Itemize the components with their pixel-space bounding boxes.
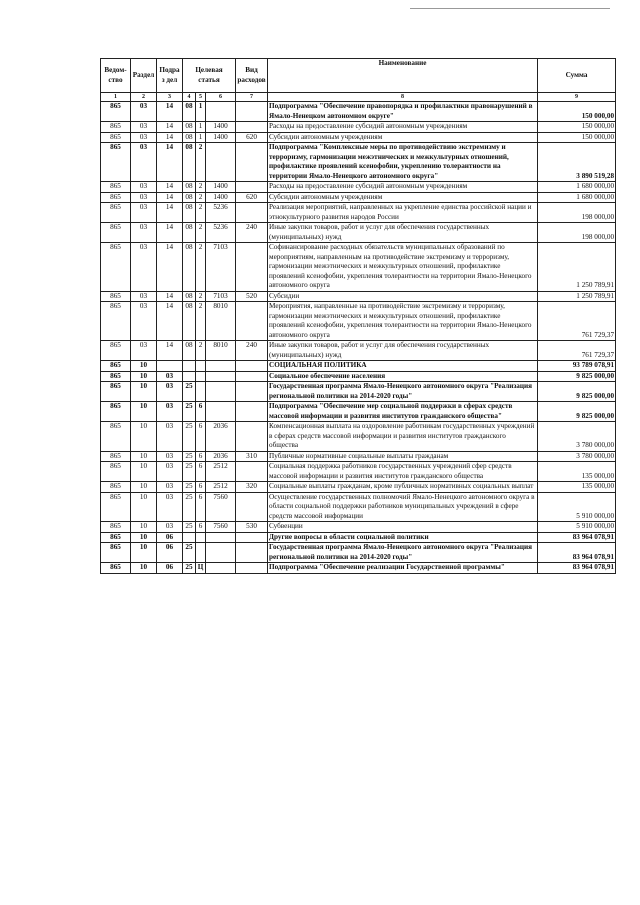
program-cell: 25 bbox=[183, 492, 196, 522]
sum-cell: 1 250 789,91 bbox=[538, 291, 616, 302]
sum-cell: 135 000,00 bbox=[538, 482, 616, 493]
table-row bbox=[101, 382, 616, 402]
table-row bbox=[101, 563, 616, 574]
subsection-cell: 03 bbox=[157, 382, 183, 402]
section-cell: 03 bbox=[131, 182, 157, 193]
subsection-cell: 06 bbox=[157, 532, 183, 543]
program-cell: 08 bbox=[183, 192, 196, 203]
article-cell: 2036 bbox=[206, 422, 236, 452]
subsection-cell: 14 bbox=[157, 302, 183, 341]
column-index-3: 3 bbox=[157, 93, 183, 102]
sum-cell: 3 890 519,28 bbox=[538, 143, 616, 182]
article-cell bbox=[206, 102, 236, 122]
section-cell: 03 bbox=[131, 302, 157, 341]
section-cell: 10 bbox=[131, 402, 157, 422]
article-cell: 1400 bbox=[206, 192, 236, 203]
dept-cell: 865 bbox=[101, 563, 131, 574]
sum-cell: 5 910 000,00 bbox=[538, 522, 616, 533]
exp-type-cell bbox=[236, 382, 268, 402]
dept-cell: 865 bbox=[101, 492, 131, 522]
section-cell: 10 bbox=[131, 532, 157, 543]
subprogram-cell bbox=[196, 382, 206, 402]
header-exp-type: Вид расходов bbox=[236, 59, 268, 93]
table-row bbox=[101, 192, 616, 203]
column-index-6: 6 bbox=[206, 93, 236, 102]
name-cell: Субвенции bbox=[268, 522, 538, 533]
name-cell: Расходы на предоставление субсидий автономным учреждениям bbox=[268, 122, 538, 133]
table-row bbox=[101, 132, 616, 143]
name-cell: Государственная программа Ямало-Ненецкого автономного округа "Реализация региональной политики на 2014-2020 годы" bbox=[268, 382, 538, 402]
dept-cell: 865 bbox=[101, 192, 131, 203]
subsection-cell: 03 bbox=[157, 371, 183, 382]
section-cell: 10 bbox=[131, 462, 157, 482]
exp-type-cell bbox=[236, 203, 268, 223]
program-cell: 08 bbox=[183, 223, 196, 243]
article-cell: 5236 bbox=[206, 203, 236, 223]
subprogram-cell: Ц bbox=[196, 563, 206, 574]
subprogram-cell: 1 bbox=[196, 102, 206, 122]
subsection-cell: 14 bbox=[157, 223, 183, 243]
exp-type-cell bbox=[236, 182, 268, 193]
sum-cell: 9 825 000,00 bbox=[538, 371, 616, 382]
subprogram-cell: 6 bbox=[196, 482, 206, 493]
dept-cell: 865 bbox=[101, 132, 131, 143]
dept-cell: 865 bbox=[101, 422, 131, 452]
column-index-5: 5 bbox=[196, 93, 206, 102]
section-cell: 03 bbox=[131, 223, 157, 243]
article-cell: 7103 bbox=[206, 243, 236, 292]
name-cell: Осуществление государственных полномочий Ямало-Ненецкого автономного округа в области социальной поддержки работников муниципальных учреждений в сфере средств массовой информации bbox=[268, 492, 538, 522]
dept-cell: 865 bbox=[101, 482, 131, 493]
name-cell: Публичные нормативные социальные выплаты гражданам bbox=[268, 451, 538, 462]
subsection-cell: 03 bbox=[157, 482, 183, 493]
table-row bbox=[101, 243, 616, 292]
subprogram-cell: 6 bbox=[196, 402, 206, 422]
section-cell: 10 bbox=[131, 361, 157, 372]
subprogram-cell: 2 bbox=[196, 302, 206, 341]
dept-cell: 865 bbox=[101, 361, 131, 372]
subprogram-cell: 2 bbox=[196, 223, 206, 243]
article-cell: 1400 bbox=[206, 132, 236, 143]
program-cell bbox=[183, 371, 196, 382]
article-cell: 5236 bbox=[206, 223, 236, 243]
sum-cell: 1 680 000,00 bbox=[538, 192, 616, 203]
subprogram-cell: 1 bbox=[196, 132, 206, 143]
name-cell: Государственная программа Ямало-Ненецкого автономного округа "Реализация региональной политики на 2014-2020 годы" bbox=[268, 543, 538, 563]
subsection-cell: 03 bbox=[157, 451, 183, 462]
article-cell bbox=[206, 402, 236, 422]
table-row bbox=[101, 102, 616, 122]
section-cell: 03 bbox=[131, 203, 157, 223]
budget-table bbox=[100, 58, 616, 574]
program-cell: 08 bbox=[183, 203, 196, 223]
name-cell: Другие вопросы в области социальной политики bbox=[268, 532, 538, 543]
section-cell: 03 bbox=[131, 341, 157, 361]
subsection-cell: 06 bbox=[157, 563, 183, 574]
name-cell: Иные закупки товаров, работ и услуг для обеспечения государственных (муниципальных) нужд bbox=[268, 341, 538, 361]
sum-cell: 9 825 000,00 bbox=[538, 382, 616, 402]
sum-cell: 1 680 000,00 bbox=[538, 182, 616, 193]
table-row bbox=[101, 302, 616, 341]
name-cell: СОЦИАЛЬНАЯ ПОЛИТИКА bbox=[268, 361, 538, 372]
table-body bbox=[101, 102, 616, 574]
exp-type-cell bbox=[236, 122, 268, 133]
table-row bbox=[101, 223, 616, 243]
subprogram-cell: 6 bbox=[196, 422, 206, 452]
table-row bbox=[101, 451, 616, 462]
program-cell: 08 bbox=[183, 182, 196, 193]
program-cell: 08 bbox=[183, 243, 196, 292]
table-row bbox=[101, 182, 616, 193]
article-cell bbox=[206, 532, 236, 543]
subprogram-cell: 2 bbox=[196, 182, 206, 193]
sum-cell: 83 964 078,91 bbox=[538, 563, 616, 574]
exp-type-cell: 620 bbox=[236, 192, 268, 203]
subprogram-cell bbox=[196, 532, 206, 543]
dept-cell: 865 bbox=[101, 291, 131, 302]
article-cell: 1400 bbox=[206, 182, 236, 193]
program-cell: 25 bbox=[183, 522, 196, 533]
column-index-4: 4 bbox=[183, 93, 196, 102]
subsection-cell: 06 bbox=[157, 543, 183, 563]
name-cell: Расходы на предоставление субсидий автономным учреждениям bbox=[268, 182, 538, 193]
sum-cell: 83 964 078,91 bbox=[538, 532, 616, 543]
subsection-cell: 14 bbox=[157, 192, 183, 203]
subprogram-cell: 2 bbox=[196, 341, 206, 361]
name-cell: Подпрограмма "Обеспечение мер социальной поддержки в сферах средств массовой информации и развития институтов гражданского общества" bbox=[268, 402, 538, 422]
sum-cell: 1 250 789,91 bbox=[538, 243, 616, 292]
exp-type-cell bbox=[236, 532, 268, 543]
article-cell: 8010 bbox=[206, 341, 236, 361]
subprogram-cell: 6 bbox=[196, 462, 206, 482]
section-cell: 10 bbox=[131, 451, 157, 462]
table-row bbox=[101, 543, 616, 563]
dept-cell: 865 bbox=[101, 182, 131, 193]
table-row bbox=[101, 291, 616, 302]
article-cell: 2512 bbox=[206, 462, 236, 482]
article-cell bbox=[206, 371, 236, 382]
header-name: Наименование bbox=[268, 59, 538, 93]
column-index-row bbox=[101, 93, 616, 102]
subsection-cell: 03 bbox=[157, 522, 183, 533]
exp-type-cell bbox=[236, 402, 268, 422]
subsection-cell: 14 bbox=[157, 243, 183, 292]
dept-cell: 865 bbox=[101, 402, 131, 422]
section-cell: 03 bbox=[131, 132, 157, 143]
name-cell: Компенсационная выплата на оздоровление работникам государственных учреждений в сферах средств массовой информации и развития институтов гражданского общества bbox=[268, 422, 538, 452]
sum-cell: 9 825 000,00 bbox=[538, 402, 616, 422]
article-cell bbox=[206, 382, 236, 402]
section-cell: 10 bbox=[131, 382, 157, 402]
name-cell: Субсидии автономным учреждениям bbox=[268, 192, 538, 203]
program-cell: 25 bbox=[183, 402, 196, 422]
name-cell: Социальная поддержка работников государственных учреждений сфер средств массовой информации и развития институтов гражданского общества bbox=[268, 462, 538, 482]
name-cell: Мероприятия, направленные на противодействие экстремизму и терроризму, гармонизации межэтнических и межкультурных отношений, профилактике проявлений ксенофобии, укрепления толерантности на территории Ямало-Ненецкого автономного округа bbox=[268, 302, 538, 341]
program-cell: 25 bbox=[183, 382, 196, 402]
name-cell: Социальные выплаты гражданам, кроме публичных нормативных социальных выплат bbox=[268, 482, 538, 493]
name-cell: Подпрограмма "Комплексные меры по противодействию экстремизму и терроризму, гармонизации межэтнических и межкультурных отношений, профилактике проявлений ксенофобии, укреплению толерантности на территории Ямало-Ненецкого автономного округа" bbox=[268, 143, 538, 182]
exp-type-cell bbox=[236, 543, 268, 563]
sum-cell: 3 780 000,00 bbox=[538, 422, 616, 452]
table-row bbox=[101, 143, 616, 182]
column-index-9: 9 bbox=[538, 93, 616, 102]
sum-cell: 93 789 078,91 bbox=[538, 361, 616, 372]
subprogram-cell: 2 bbox=[196, 192, 206, 203]
subsection-cell: 03 bbox=[157, 492, 183, 522]
program-cell: 08 bbox=[183, 132, 196, 143]
dept-cell: 865 bbox=[101, 451, 131, 462]
budget-table-sheet bbox=[100, 58, 615, 574]
sum-cell: 3 780 000,00 bbox=[538, 451, 616, 462]
article-cell bbox=[206, 563, 236, 574]
program-cell: 08 bbox=[183, 302, 196, 341]
exp-type-cell: 240 bbox=[236, 341, 268, 361]
sum-cell: 150 000,00 bbox=[538, 102, 616, 122]
subprogram-cell bbox=[196, 361, 206, 372]
dept-cell: 865 bbox=[101, 532, 131, 543]
subprogram-cell: 2 bbox=[196, 243, 206, 292]
subprogram-cell bbox=[196, 543, 206, 563]
sum-cell: 761 729,37 bbox=[538, 341, 616, 361]
section-cell: 10 bbox=[131, 422, 157, 452]
name-cell: Софинансирование расходных обязательств муниципальных образований по мероприятиям, направленным на противодействие экстремизму и терроризму, гармонизации межэтнических и межкультурных отношений, профилактике проявлений ксенофобии, укрепления толерантности на территории Ямало-Ненецкого автономного округа bbox=[268, 243, 538, 292]
exp-type-cell bbox=[236, 422, 268, 452]
section-cell: 03 bbox=[131, 122, 157, 133]
subprogram-cell bbox=[196, 371, 206, 382]
table-row bbox=[101, 532, 616, 543]
table-row bbox=[101, 203, 616, 223]
subsection-cell bbox=[157, 361, 183, 372]
header-dept: Ведом-ство bbox=[101, 59, 131, 93]
subprogram-cell: 2 bbox=[196, 203, 206, 223]
program-cell: 08 bbox=[183, 341, 196, 361]
header-target: Целевая статья bbox=[183, 59, 236, 93]
name-cell: Реализация мероприятий, направленных на укрепление единства российской нации и этнокультурного развития народов России bbox=[268, 203, 538, 223]
subsection-cell: 14 bbox=[157, 102, 183, 122]
table-row bbox=[101, 371, 616, 382]
table-row bbox=[101, 462, 616, 482]
name-cell: Подпрограмма "Обеспечение реализации Государственной программы" bbox=[268, 563, 538, 574]
sum-cell: 198 000,00 bbox=[538, 223, 616, 243]
sum-cell: 5 910 000,00 bbox=[538, 492, 616, 522]
exp-type-cell bbox=[236, 563, 268, 574]
subsection-cell: 14 bbox=[157, 291, 183, 302]
name-cell: Подпрограмма "Обеспечение правопорядка и профилактики правонарушений в Ямало-Ненецком автономном округе" bbox=[268, 102, 538, 122]
article-cell: 7560 bbox=[206, 522, 236, 533]
program-cell: 08 bbox=[183, 291, 196, 302]
sum-cell: 83 964 078,91 bbox=[538, 543, 616, 563]
section-cell: 10 bbox=[131, 563, 157, 574]
table-row bbox=[101, 522, 616, 533]
subsection-cell: 03 bbox=[157, 402, 183, 422]
exp-type-cell: 240 bbox=[236, 223, 268, 243]
dept-cell: 865 bbox=[101, 143, 131, 182]
table-row bbox=[101, 482, 616, 493]
section-cell: 03 bbox=[131, 192, 157, 203]
sum-cell: 150 000,00 bbox=[538, 122, 616, 133]
subsection-cell: 14 bbox=[157, 122, 183, 133]
dept-cell: 865 bbox=[101, 382, 131, 402]
program-cell: 08 bbox=[183, 102, 196, 122]
article-cell bbox=[206, 143, 236, 182]
header-section: Раздел bbox=[131, 59, 157, 93]
table-row bbox=[101, 341, 616, 361]
exp-type-cell bbox=[236, 462, 268, 482]
table-row bbox=[101, 361, 616, 372]
table-row bbox=[101, 422, 616, 452]
article-cell bbox=[206, 543, 236, 563]
section-cell: 03 bbox=[131, 243, 157, 292]
section-cell: 03 bbox=[131, 143, 157, 182]
exp-type-cell bbox=[236, 243, 268, 292]
subprogram-cell: 6 bbox=[196, 522, 206, 533]
subsection-cell: 14 bbox=[157, 182, 183, 193]
dept-cell: 865 bbox=[101, 543, 131, 563]
dept-cell: 865 bbox=[101, 341, 131, 361]
subprogram-cell: 1 bbox=[196, 122, 206, 133]
sum-cell: 198 000,00 bbox=[538, 203, 616, 223]
program-cell: 25 bbox=[183, 451, 196, 462]
program-cell: 25 bbox=[183, 543, 196, 563]
dept-cell: 865 bbox=[101, 243, 131, 292]
section-cell: 10 bbox=[131, 492, 157, 522]
sum-cell: 150 000,00 bbox=[538, 132, 616, 143]
article-cell: 7560 bbox=[206, 492, 236, 522]
subprogram-cell: 6 bbox=[196, 492, 206, 522]
subsection-cell: 03 bbox=[157, 462, 183, 482]
program-cell: 25 bbox=[183, 482, 196, 493]
table-row bbox=[101, 492, 616, 522]
dept-cell: 865 bbox=[101, 102, 131, 122]
section-cell: 03 bbox=[131, 102, 157, 122]
program-cell: 25 bbox=[183, 462, 196, 482]
column-index-2: 2 bbox=[131, 93, 157, 102]
column-index-7: 7 bbox=[236, 93, 268, 102]
article-cell: 7103 bbox=[206, 291, 236, 302]
subsection-cell: 14 bbox=[157, 143, 183, 182]
program-cell bbox=[183, 361, 196, 372]
exp-type-cell: 530 bbox=[236, 522, 268, 533]
subprogram-cell: 6 bbox=[196, 451, 206, 462]
exp-type-cell bbox=[236, 143, 268, 182]
name-cell: Субсидии автономным учреждениям bbox=[268, 132, 538, 143]
name-cell: Субсидии bbox=[268, 291, 538, 302]
article-cell: 1400 bbox=[206, 122, 236, 133]
dept-cell: 865 bbox=[101, 223, 131, 243]
article-cell: 8010 bbox=[206, 302, 236, 341]
name-cell: Социальное обеспечение населения bbox=[268, 371, 538, 382]
section-cell: 10 bbox=[131, 522, 157, 533]
subsection-cell: 14 bbox=[157, 341, 183, 361]
column-index-1: 1 bbox=[101, 93, 131, 102]
exp-type-cell: 320 bbox=[236, 482, 268, 493]
section-cell: 10 bbox=[131, 371, 157, 382]
dept-cell: 865 bbox=[101, 203, 131, 223]
program-cell bbox=[183, 532, 196, 543]
section-cell: 10 bbox=[131, 482, 157, 493]
exp-type-cell: 520 bbox=[236, 291, 268, 302]
dept-cell: 865 bbox=[101, 522, 131, 533]
dept-cell: 865 bbox=[101, 371, 131, 382]
exp-type-cell bbox=[236, 371, 268, 382]
subsection-cell: 14 bbox=[157, 132, 183, 143]
sum-cell: 761 729,37 bbox=[538, 302, 616, 341]
subprogram-cell: 2 bbox=[196, 291, 206, 302]
program-cell: 08 bbox=[183, 143, 196, 182]
table-row bbox=[101, 402, 616, 422]
subsection-cell: 14 bbox=[157, 203, 183, 223]
exp-type-cell bbox=[236, 492, 268, 522]
program-cell: 25 bbox=[183, 563, 196, 574]
article-cell bbox=[206, 361, 236, 372]
subsection-cell: 03 bbox=[157, 422, 183, 452]
section-cell: 03 bbox=[131, 291, 157, 302]
header-row bbox=[101, 59, 616, 93]
exp-type-cell: 310 bbox=[236, 451, 268, 462]
name-cell: Иные закупки товаров, работ и услуг для обеспечения государственных (муниципальных) нужд bbox=[268, 223, 538, 243]
exp-type-cell bbox=[236, 361, 268, 372]
sum-cell: 135 000,00 bbox=[538, 462, 616, 482]
dept-cell: 865 bbox=[101, 122, 131, 133]
article-cell: 2036 bbox=[206, 451, 236, 462]
exp-type-cell: 620 bbox=[236, 132, 268, 143]
dept-cell: 865 bbox=[101, 462, 131, 482]
article-cell: 2512 bbox=[206, 482, 236, 493]
exp-type-cell bbox=[236, 302, 268, 341]
header-subsection: Подраз дел bbox=[157, 59, 183, 93]
column-index-8: 8 bbox=[268, 93, 538, 102]
top-rule bbox=[410, 8, 610, 9]
header-sum: Сумма bbox=[538, 59, 616, 93]
program-cell: 25 bbox=[183, 422, 196, 452]
dept-cell: 865 bbox=[101, 302, 131, 341]
section-cell: 10 bbox=[131, 543, 157, 563]
subprogram-cell: 2 bbox=[196, 143, 206, 182]
table-row bbox=[101, 122, 616, 133]
exp-type-cell bbox=[236, 102, 268, 122]
program-cell: 08 bbox=[183, 122, 196, 133]
